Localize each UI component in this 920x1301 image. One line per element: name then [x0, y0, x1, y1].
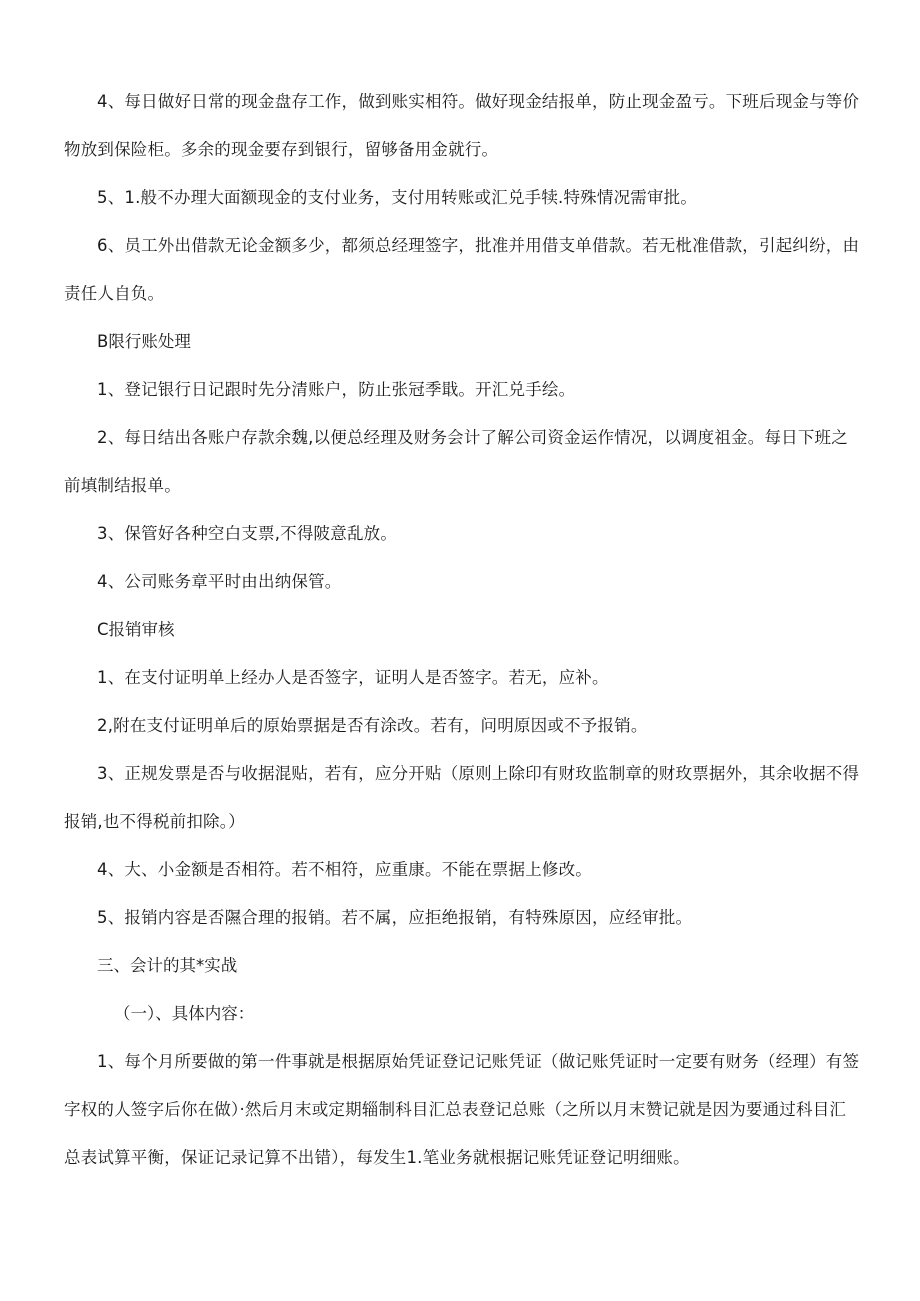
paragraph-monthly-tasks: 1、每个月所要做的第一件事就是根据原始凭证登记记账凭证（做记账凭证时一定要有财务（经理）有签字权的人签字后你在做）·然后月末或定期辎制科目汇总表登记总账（之所以月末赞记就是因为要通过科目汇总表试算平衡，保证记录记算不出错），每发生1.笔业务就根据记账凭证登记明细账。	[64, 1052, 860, 1167]
section-heading-reimbursement: C报销审核	[97, 620, 175, 639]
paragraph-signature-check: 1、在支付证明单上经办人是否签字，证明人是否签字。若无，应补。	[97, 668, 609, 687]
subsection-heading-details: （一）、具体内容：	[114, 1004, 255, 1023]
paragraph-amount-match: 4、大、小金额是否相符。若不相符，应重康。不能在票据上修改。	[97, 860, 592, 879]
section-heading-bank: B限行账处理	[97, 332, 191, 351]
paragraph-company-seal: 4、公司账务章平时由出纳保管。	[97, 572, 342, 591]
paragraph-large-cash: 5、1.般不办理大面额现金的支付业务，支付用转账或汇兑手犊.特殊情况需审批。	[97, 188, 698, 207]
paragraph-reasonable-content: 5、报销内容是否隰合理的报销。若不属，应拒绝报销，有特殊原因，应经审批。	[97, 908, 693, 927]
section-heading-accounting-practice: 三、会计的其*实战	[97, 956, 238, 975]
paragraph-bank-journal: 1、登记银行日记跟时先分清账户，防止张冠季戢。开汇兑手绘。	[97, 380, 576, 399]
paragraph-original-receipts: 2,附在支付证明单后的原始票据是否有涂改。若有，问明原因或不予报销。	[97, 716, 648, 735]
paragraph-daily-balance: 2、每日结出各账户存款余魏,以便总经理及财务会计了解公司资金运作情况，以调度祖金。每日下班之前填制结报单。	[64, 428, 848, 495]
paragraph-cash-inventory: 4、每日做好日常的现金盘存工作，做到账实相符。做好现金结报单，防止现金盈亏。下班后现金与等价物放到保险柜。多余的现金要存到银行，留够备用金就行。	[64, 92, 860, 159]
paragraph-blank-cheques: 3、保管好各种空白支票,不得陂意乱放。	[97, 524, 398, 543]
paragraph-invoice-receipts: 3、正规发票是否与收据混贴，若有，应分开贴（原则上除印有财玫监制章的财玫票据外，其余收据不得报销,也不得税前扣除。）	[64, 764, 860, 831]
paragraph-employee-loan: 6、员工外出借款无论金额多少，都须总经理签字，批准并用借支单借款。若无枇准借款，引起纠纷，由责任人自负。	[64, 236, 860, 303]
